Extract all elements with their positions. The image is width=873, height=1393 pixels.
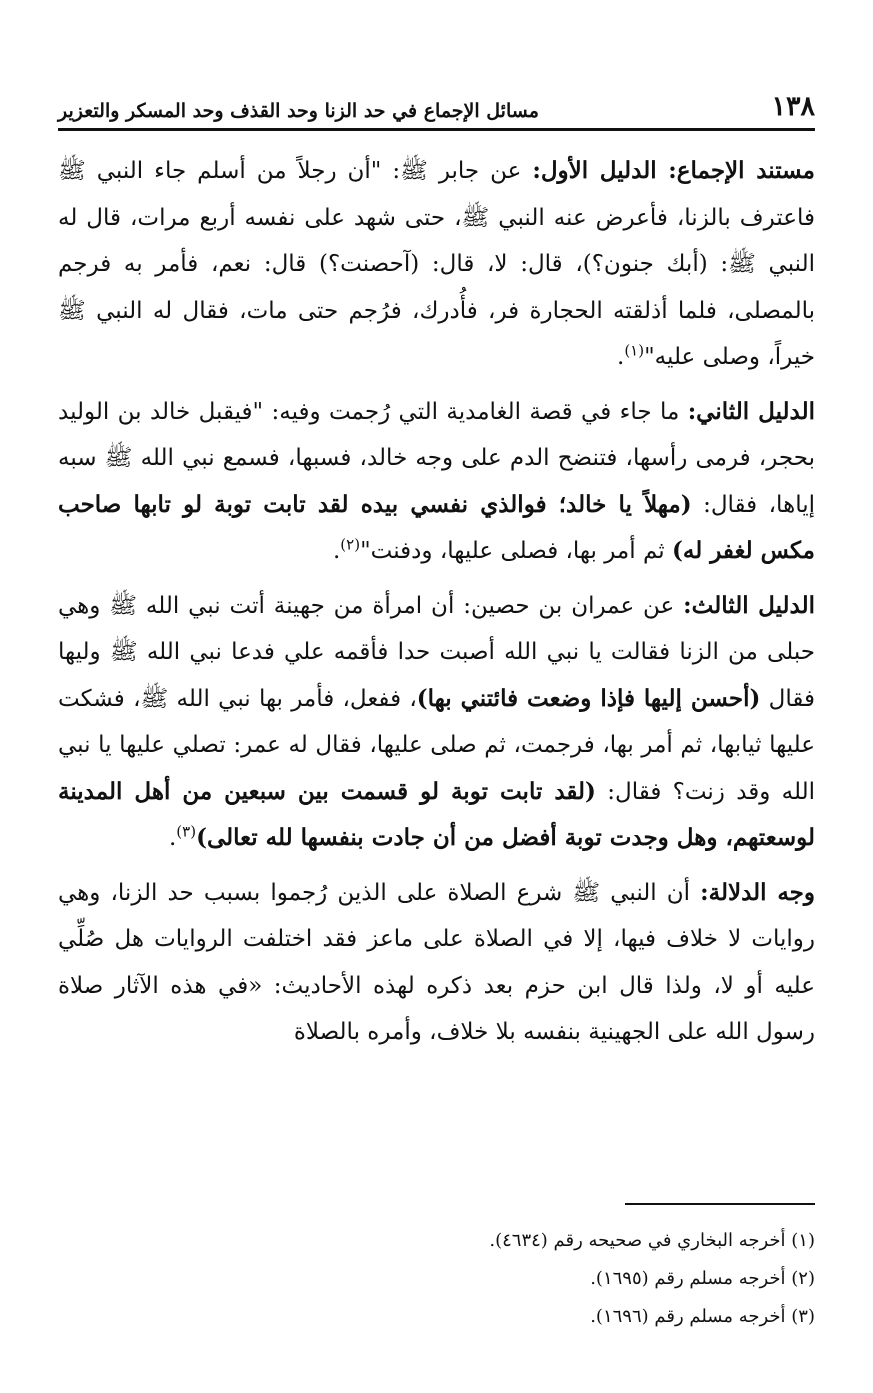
paragraph-text: عن عمران بن حصين: أن امرأة من جهينة أتت نبي الله ﷺ وهي حبلى من الزنا فقالت يا نبي الله أصبت حدا فأقمه علي فدعا نبي الله ﷺ وليها فقال [58, 592, 815, 712]
paragraph-evidence-aspect [58, 870, 815, 1056]
paragraph-text: ما جاء في قصة الغامدية التي رُجمت وفيه: "فيقبل خالد بن الوليد بحجر، فرمى رأسها، فتنضح الدم على وجه خالد، فسبها، فسمع نبي الله ﷺ سبه إياها، فقال: [58, 398, 815, 518]
footnotes [58, 1222, 815, 1336]
running-title: مسائل الإجماع في حد الزنا وحد القذف وحد المسكر والتعزير [58, 100, 539, 122]
paragraph-label: الدليل الثاني: [687, 397, 815, 425]
paragraph-text: ثم أمر بها، فصلى عليها، ودفنت" [360, 538, 665, 564]
paragraph-third-evidence: الدليل الثالث: عن عمران بن حصين: أن امرأة من جهينة أتت نبي الله ﷺ وهي حبلى من الزنا فقالت يا نبي الله أصبت حدا فأقمه علي فدعا نبي الله ﷺ وليها فقال (أحسن إليها فإذا وضعت فائتني بها)، ففعل، فأمر بها نبي الله ﷺ، فشكت عليها ثيابها، ثم أمر بها، فرجمت، ثم صلى عليها، فقال له عمر: تصلي عليها يا نبي الله وقد زنت؟ فقال: (لقد تابت توبة لو قسمت بين سبعين من أهل المدينة لوسعتهم، وهل وجدت توبة أفضل من أن جادت بنفسها لله تعالى)$^{(٣)}$. [58, 591, 816, 851]
main-text [58, 148, 815, 1064]
paragraph-text: ، ففعل، فأمر بها نبي الله ﷺ، فشكت عليها ثيابها، ثم أمر بها، فرجمت، ثم صلى عليها، فقال له عمر: تصلي عليها يا نبي الله وقد زنت؟ فقال: [58, 685, 816, 805]
paragraph-label: الدليل الثالث: [683, 591, 815, 619]
footnote-1: (١) أخرجه البخاري في صحيحه رقم (٤٦٣٤). [489, 1230, 815, 1251]
footnote-divider [625, 1203, 815, 1205]
footnote-2: (٢) أخرجه مسلم رقم (١٦٩٥). [590, 1268, 815, 1289]
hadith-quote: (مهلاً يا خالد؛ فوالذي نفسي بيده لقد تابت توبة لو تابها صاحب مكس لغفر له) [58, 490, 815, 564]
footnote-3: (٣) أخرجه مسلم رقم (١٦٩٦). [590, 1306, 815, 1327]
paragraph-label: مستند الإجماع: الدليل الأول: [532, 157, 815, 184]
page-number: ١٣٨ [771, 91, 815, 122]
page-header [58, 82, 815, 131]
footnote-ref-1: (١) [624, 341, 645, 360]
paragraph-second-evidence: الدليل الثاني: ما جاء في قصة الغامدية التي رُجمت وفيه: "فيقبل خالد بن الوليد بحجر، فرمى رأسها، فتنضح الدم على وجه خالد، فسبها، فسمع نبي الله ﷺ سبه إياها، فقال: (مهلاً يا خالد؛ فوالذي نفسي بيده لقد تابت توبة لو تابها صاحب مكس لغفر له) ثم أمر بها، فصلى عليها، ودفنت"$^{(٢)}$. [58, 397, 815, 564]
paragraph-label: وجه الدلالة: [700, 878, 815, 906]
paragraph-text: عن جابر ﷺ: "أن رجلاً من أسلم جاء النبي ﷺ فاعترف بالزنا، فأعرض عنه النبي ﷺ، حتى شهد على نفسه أربع مرات، قال له النبي ﷺ: (أبك جنون؟)، قال: لا، قال: (آحصنت؟) قال: نعم، فأمر به فرجم بالمصلى، فلما أذلقته الحجارة فر، فأُدرك، فرُجم حتى مات، فقال له النبي ﷺ خيراً، وصلى عليه" [58, 158, 815, 370]
footnote-ref-2: (٢) [340, 535, 361, 554]
paragraph-text: أن النبي ﷺ شرع الصلاة على الذين رُجموا بسبب حد الزنا، وهي روايات لا خلاف فيها، إلا في الصلاة على ماعز فقد اختلفت الروايات هل صُلِّي عليه أو لا، ولذا قال ابن حزم بعد ذكره لهذه الأحاديث: «في هذه الآثار صلاة رسول الله على الجهينية بنفسه بلا خلاف، وأمره بالصلاة [58, 879, 815, 1045]
hadith-quote: (لقد تابت توبة لو قسمت بين سبعين من أهل المدينة لوسعتهم، وهل وجدت توبة أفضل من أن جادت بنفسها لله تعالى) [58, 777, 815, 851]
paragraph-first-evidence: مستند الإجماع: الدليل الأول: عن جابر ﷺ: "أن رجلاً من أسلم جاء النبي ﷺ فاعترف بالزنا، فأعرض عنه النبي ﷺ، حتى شهد على نفسه أربع مرات، قال له النبي ﷺ: (أبك جنون؟)، قال: لا، قال: (آحصنت؟) قال: نعم، فأمر به فرجم بالمصلى، فلما أذلقته الحجارة فر، فأُدرك، فرُجم حتى مات، فقال له النبي ﷺ خيراً، وصلى عليه"$^{(١)}$. [58, 157, 815, 370]
hadith-quote: (أحسن إليها فإذا وضعت فائتني بها) [416, 684, 761, 712]
footnote-ref-3: (٣) [176, 822, 197, 841]
